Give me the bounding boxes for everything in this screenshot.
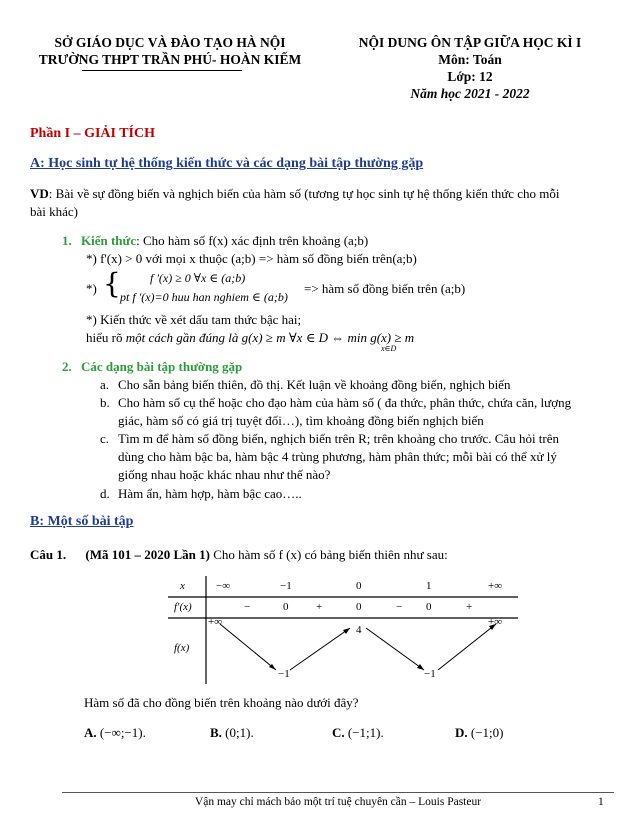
item1-line4 (86, 329, 414, 346)
item2-d: Hàm ẩn, hàm hợp, hàm bậc cao….. (118, 486, 302, 501)
vd-text: : Bài về sự đồng biến và nghịch biến của hàm số (tương tự học sinh tự hệ thống kiến thức cho mỗi (48, 186, 560, 201)
brace-symbol: { (103, 267, 121, 300)
fp-sign-6: + (466, 601, 473, 613)
vd-label: VD (30, 186, 49, 201)
x-value-4: +∞ (488, 580, 503, 592)
item2-c3: giống nhau hoặc khác nhau như thế nào? (118, 467, 331, 482)
page-number: 1 (598, 796, 604, 808)
school-name: TRƯỜNG THPT TRẦN PHÚ- HOÀN KIẾM (38, 52, 302, 67)
x-label: x (180, 580, 185, 592)
fp-sign-4: − (396, 601, 403, 613)
answer-b[interactable] (210, 724, 254, 741)
f-label: f(x) (174, 642, 190, 654)
item2-d-label: d. (100, 486, 110, 501)
x-value-1: −1 (280, 580, 292, 592)
item2-a: Cho sẵn bảng biến thiên, đồ thị. Kết luận về khoảng đồng biến, nghịch biến (118, 377, 511, 392)
brace-bottom: pt f '(x)=0 huu han nghiem ∈ (a;b) (120, 290, 288, 304)
item1-num: 1. (62, 233, 72, 248)
q1-label: Câu 1. (30, 547, 67, 562)
fp-sign-1: 0 (283, 601, 289, 613)
item1-star: *) (86, 281, 97, 296)
x-value-0: −∞ (216, 580, 231, 592)
variation-table-lines (168, 576, 518, 684)
fp-label: f′(x) (174, 601, 192, 613)
item2-b2: giác, hàm số có giá trị tuyệt đối…), tìm khoảng đồng biến nghịch biến (118, 413, 484, 428)
brace-top: f '(x) ≥ 0 ∀x ∈ (a;b) (150, 271, 246, 285)
sectionB-title: B: Một số bài tập (30, 514, 134, 529)
answer-b-value: (0;1). (225, 725, 254, 740)
f-top-left: +∞ (208, 616, 223, 628)
footer-divider (62, 792, 614, 793)
arrowhead-up-1 (343, 628, 350, 634)
school-year: Năm học 2021 - 2022 (410, 86, 530, 101)
line4-italic: một cách gần đúng (125, 330, 226, 345)
arrow-down-1 (220, 624, 276, 670)
item2-c1: Tìm m để hàm số đồng biến, nghịch biến trên R; trên khoảng cho trước. Câu hỏi trên (118, 431, 560, 446)
answer-d-label: D. (455, 725, 468, 740)
item2-a-label: a. (100, 377, 110, 392)
f-top-right: +∞ (488, 616, 503, 628)
item2-num: 2. (62, 359, 72, 374)
f-mid: 4 (356, 624, 362, 636)
q1-source: (Mã 101 – 2020 Lần 1) (85, 547, 210, 562)
item2-title: Các dạng bài tập thường gặp (81, 359, 243, 374)
f-min1: −1 (278, 668, 290, 680)
fp-sign-2: + (316, 601, 323, 613)
x-value-3: 1 (426, 580, 432, 592)
q1-text: Cho hàm số f (x) có bảng biến thiên như sau: (209, 547, 448, 562)
item2-heading (62, 358, 242, 375)
answer-a[interactable] (84, 724, 146, 741)
item1-intro: : Cho hàm số f(x) xác định trên khoảng (a;b) (136, 233, 369, 248)
answer-b-label: B. (210, 725, 222, 740)
footer-quote: Vận may chỉ mách bảo một trí tuệ chuyên cần – Louis Pasteur (194, 796, 482, 808)
grade: Lớp: 12 (447, 69, 493, 84)
answer-c-value: (−1;1). (347, 725, 384, 740)
answer-d-value: (−1;0) (470, 725, 504, 740)
x-value-2: 0 (356, 580, 362, 592)
q1-heading (30, 546, 448, 563)
fp-sign-0: − (244, 601, 251, 613)
school-department: SỞ GIÁO DỤC VÀ ĐÀO TẠO HÀ NỘI (54, 35, 286, 50)
arrow-up-1 (290, 628, 350, 670)
header-right (330, 34, 610, 102)
vd-paragraph (30, 185, 615, 202)
answer-a-value: (−∞;−1). (99, 725, 146, 740)
fp-sign-3: 0 (356, 601, 362, 613)
brace-result: => hàm số đồng biến trên (a;b) (304, 281, 466, 296)
sectionA-title: A: Học sinh tự hệ thống kiến thức và các dạng bài tập thường gặp (30, 156, 424, 171)
vd-text2: bài khác) (30, 204, 79, 219)
f-min2: −1 (424, 668, 436, 680)
subject: Môn: Toán (438, 52, 502, 67)
header-left-divider (82, 70, 242, 71)
fp-sign-5: 0 (426, 601, 432, 613)
item1-heading (62, 232, 368, 249)
arrow-down-2 (366, 628, 424, 670)
item2-b1: Cho hàm số cụ thể hoặc cho đạo hàm của hàm số ( đa thức, phân thức, chứa căn, lượng (118, 395, 572, 410)
header-left (30, 34, 310, 68)
item1-title: Kiến thức (81, 233, 137, 248)
item1-line3: *) Kiến thức về xét dấu tam thức bậc hai; (86, 312, 302, 327)
doc-title: NỘI DUNG ÔN TẬP GIỮA HỌC KÌ I (358, 35, 582, 50)
line4-math: là g(x) ≥ m ∀x ∈ D ⇔ min g(x) ≥ m (225, 330, 415, 345)
answer-a-label: A. (84, 725, 97, 740)
line4-prefix: hiểu rõ (86, 330, 126, 345)
arrowhead-down-2 (417, 664, 424, 670)
answer-c-label: C. (332, 725, 345, 740)
arrow-up-2 (438, 624, 496, 670)
item2-b-label: b. (100, 395, 110, 410)
answer-d[interactable] (455, 724, 504, 741)
answer-c[interactable] (332, 724, 384, 741)
item2-c-label: c. (100, 431, 110, 446)
part1-title: Phần I – GIẢI TÍCH (30, 126, 156, 141)
line4-sub: x∈D (381, 344, 397, 353)
q1-question: Hàm số đã cho đồng biến trên khoảng nào dưới đây? (84, 695, 359, 710)
variation-table (168, 576, 518, 684)
item1-line1: *) f'(x) > 0 với mọi x thuộc (a;b) => hàm số đồng biến trên(a;b) (86, 251, 417, 266)
item2-c2: dùng cho hàm bậc ba, hàm bậc 4 trùng phương, hàm phân thức; mỗi bài có thể xử lý (118, 449, 557, 464)
